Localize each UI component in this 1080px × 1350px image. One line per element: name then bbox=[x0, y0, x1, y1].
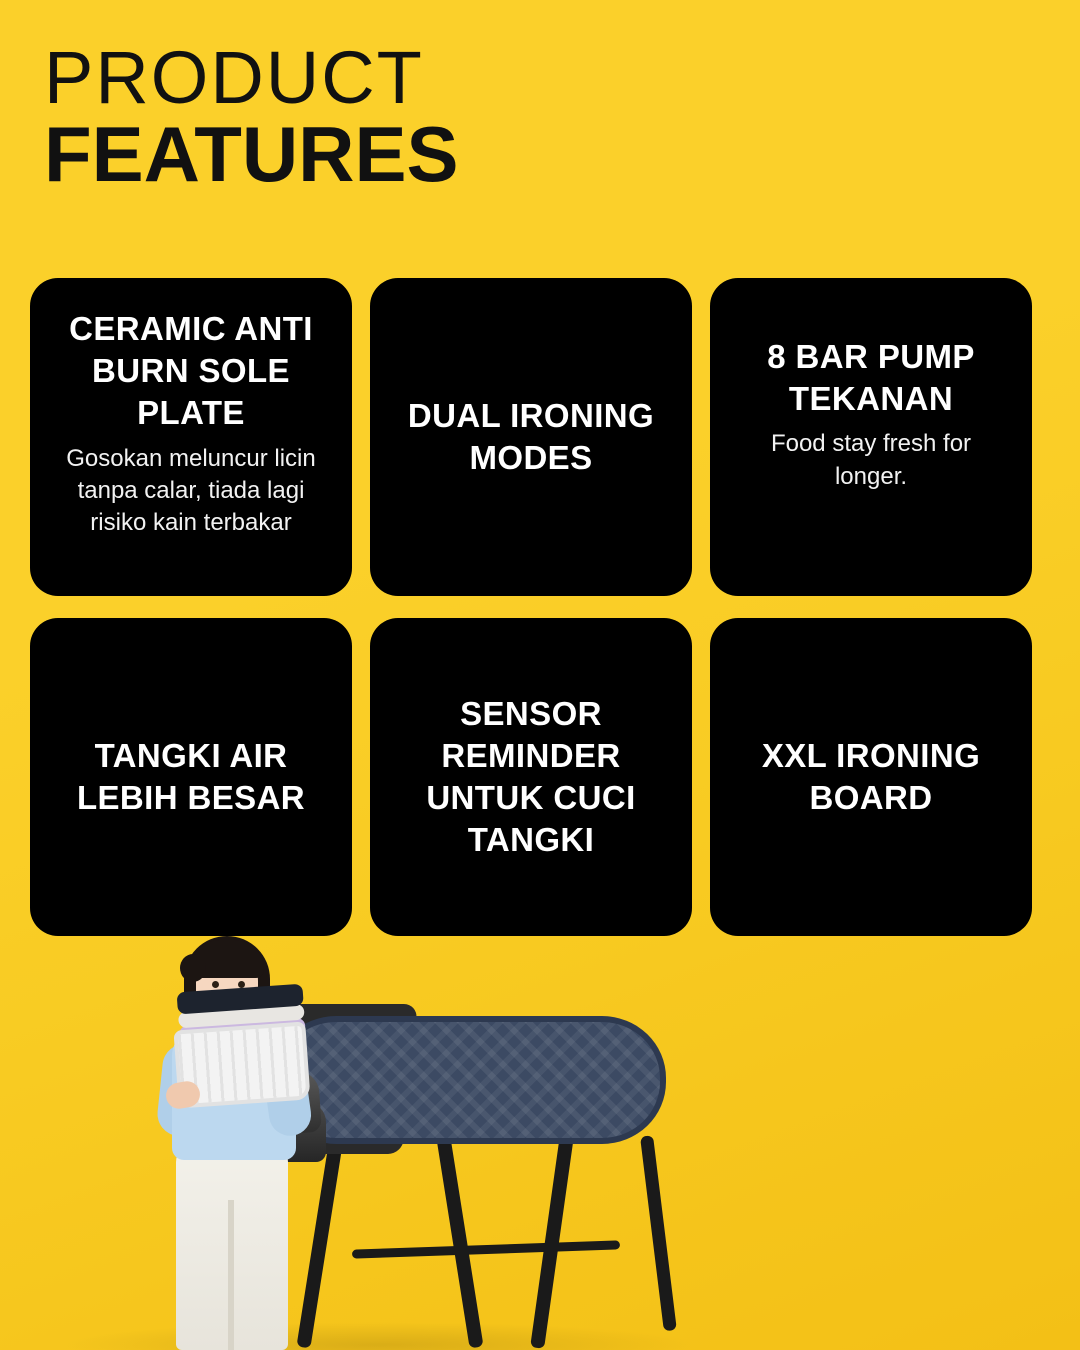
feature-card bbox=[30, 278, 352, 596]
feature-card-grid bbox=[30, 278, 1050, 936]
neck bbox=[214, 1016, 240, 1044]
left-sleeve bbox=[155, 1042, 208, 1138]
feature-title: CERAMIC ANTI BURN SOLE PLATE bbox=[69, 310, 313, 432]
iron-body bbox=[194, 1070, 322, 1140]
title-line-2: FEATURES bbox=[44, 110, 459, 199]
eye bbox=[238, 981, 245, 988]
feature-title: DUAL IRONING MODES bbox=[407, 396, 655, 476]
feature-card bbox=[710, 618, 1032, 936]
page-title bbox=[44, 36, 459, 199]
folded-cloth bbox=[179, 1018, 306, 1043]
ironing-board-leg bbox=[640, 1135, 677, 1331]
iron-brand-label bbox=[214, 1144, 276, 1152]
steam-generator-base bbox=[176, 1102, 326, 1162]
feature-description: Gosokan meluncur licin tanpa calar, tiada lagi risiko kain terbakar bbox=[66, 444, 316, 537]
feature-title: 8 BAR PUMP TEKANAN bbox=[767, 338, 975, 418]
face bbox=[196, 950, 258, 1024]
right-sleeve bbox=[260, 1047, 314, 1138]
title-line-1: PRODUCT bbox=[44, 36, 424, 119]
feature-title: SENSOR REMINDER UNTUK CUCI TANGKI bbox=[426, 694, 636, 859]
trousers bbox=[176, 1144, 288, 1350]
iron-handle bbox=[213, 1063, 301, 1103]
hair-front bbox=[190, 940, 264, 978]
floor-shadow bbox=[60, 1322, 700, 1350]
mouth bbox=[220, 996, 239, 1008]
ironing-board-crossbar bbox=[352, 1240, 620, 1258]
ironing-board-leg bbox=[296, 1134, 343, 1349]
ironing-board-leg bbox=[436, 1134, 483, 1349]
folded-cloth bbox=[177, 984, 304, 1015]
woman-figure bbox=[88, 930, 318, 1350]
hair-back bbox=[184, 936, 270, 1028]
eye bbox=[212, 981, 219, 988]
feature-card bbox=[370, 618, 692, 936]
feature-card bbox=[30, 618, 352, 936]
collar bbox=[208, 1028, 250, 1054]
blouse bbox=[172, 1028, 296, 1160]
feature-title: TANGKI AIR LEBIH BESAR bbox=[76, 736, 306, 816]
ironing-board-surface bbox=[272, 1016, 666, 1144]
feature-card bbox=[710, 278, 1032, 596]
trouser-seam bbox=[228, 1200, 234, 1350]
ironing-board-rest-plate bbox=[242, 1004, 418, 1154]
hair-bun bbox=[180, 954, 206, 982]
folded-cloth bbox=[178, 1004, 305, 1029]
ironing-board-leg bbox=[530, 1134, 574, 1349]
laundry-basket bbox=[173, 1021, 310, 1108]
feature-card bbox=[370, 278, 692, 596]
folded-clothes bbox=[176, 980, 305, 1043]
product-illustration bbox=[0, 890, 1080, 1350]
feature-description: Food stay fresh for longer. bbox=[770, 430, 972, 490]
feature-title: XXL IRONING BOARD bbox=[761, 736, 981, 816]
hand bbox=[164, 1079, 202, 1111]
